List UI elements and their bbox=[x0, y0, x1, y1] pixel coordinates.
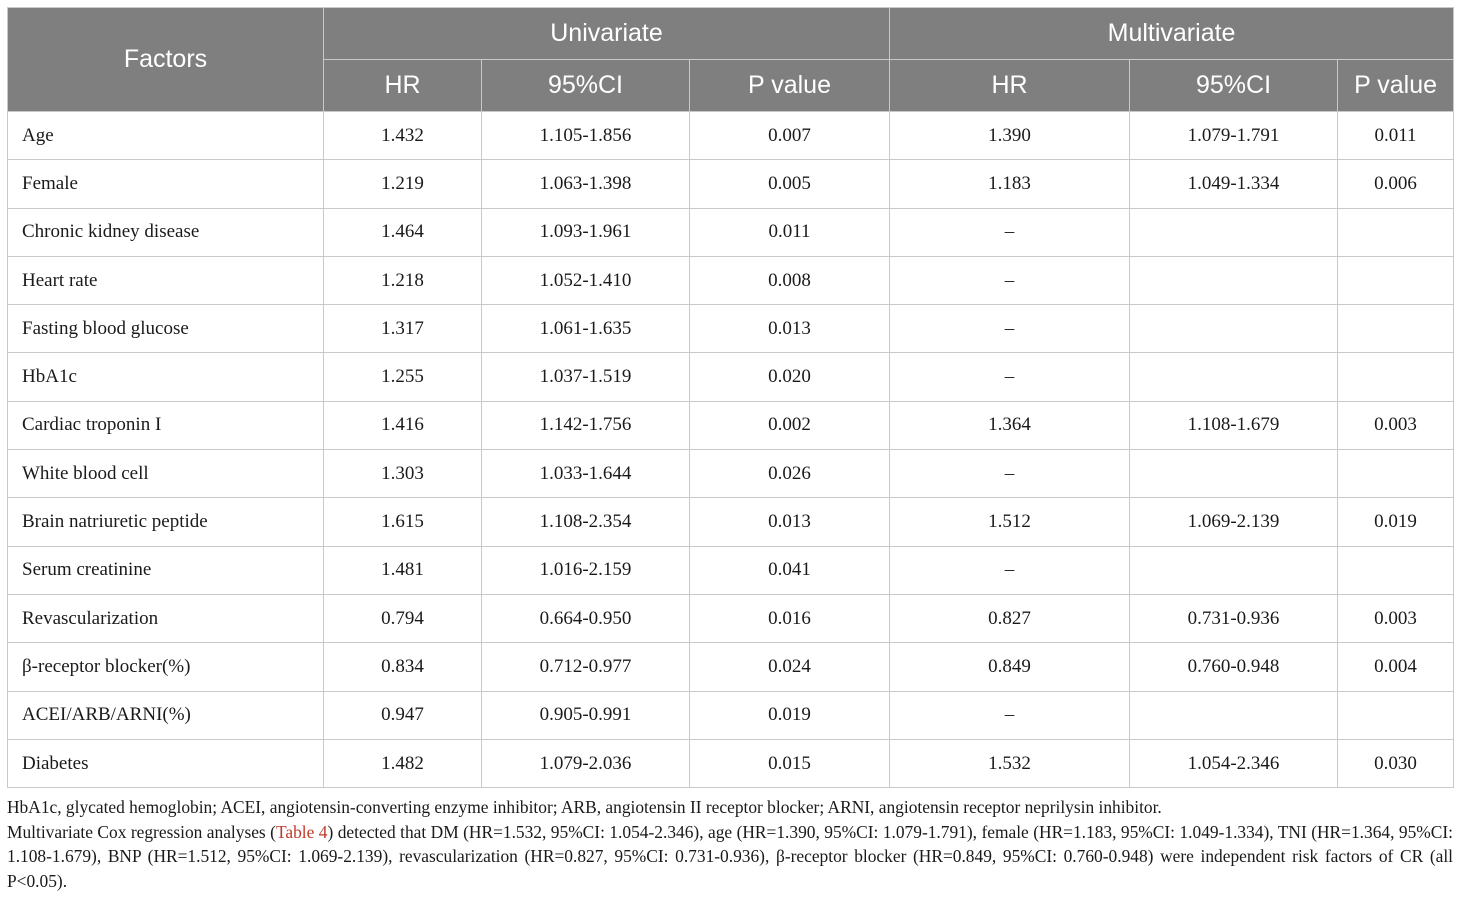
uni-hr-cell: 0.947 bbox=[324, 691, 482, 739]
multi-p-cell bbox=[1338, 353, 1454, 401]
uni-hr-cell: 1.481 bbox=[324, 546, 482, 594]
multi-ci-header: 95%CI bbox=[1130, 60, 1338, 112]
uni-hr-cell: 1.432 bbox=[324, 112, 482, 160]
table-row bbox=[8, 546, 1454, 594]
multi-ci-cell bbox=[1130, 546, 1338, 594]
uni-hr-header: HR bbox=[324, 60, 482, 112]
uni-hr-cell: 1.218 bbox=[324, 256, 482, 304]
multi-ci-cell: 0.731-0.936 bbox=[1130, 594, 1338, 642]
uni-p-cell: 0.024 bbox=[690, 643, 890, 691]
uni-hr-cell: 0.834 bbox=[324, 643, 482, 691]
multi-ci-cell bbox=[1130, 450, 1338, 498]
uni-p-cell: 0.019 bbox=[690, 691, 890, 739]
uni-p-cell: 0.020 bbox=[690, 353, 890, 401]
uni-ci-cell: 1.142-1.756 bbox=[482, 401, 690, 449]
multi-hr-cell: – bbox=[890, 546, 1130, 594]
paragraph-text-start: Multivariate Cox regression analyses ( bbox=[7, 821, 276, 842]
multi-p-cell bbox=[1338, 208, 1454, 256]
table-row bbox=[8, 208, 1454, 256]
univariate-header: Univariate bbox=[324, 8, 890, 60]
factor-cell: Chronic kidney disease bbox=[8, 208, 324, 256]
factor-cell: Heart rate bbox=[8, 256, 324, 304]
uni-p-cell: 0.011 bbox=[690, 208, 890, 256]
table-row bbox=[8, 643, 1454, 691]
multi-hr-cell: 1.532 bbox=[890, 739, 1130, 787]
multivariate-header: Multivariate bbox=[890, 8, 1454, 60]
uni-ci-cell: 1.093-1.961 bbox=[482, 208, 690, 256]
factor-cell: Diabetes bbox=[8, 739, 324, 787]
uni-hr-cell: 1.416 bbox=[324, 401, 482, 449]
table-notes bbox=[7, 795, 1453, 893]
factor-cell: Fasting blood glucose bbox=[8, 305, 324, 353]
uni-hr-cell: 1.303 bbox=[324, 450, 482, 498]
uni-ci-cell: 0.905-0.991 bbox=[482, 691, 690, 739]
uni-p-cell: 0.015 bbox=[690, 739, 890, 787]
multi-ci-cell: 1.054-2.346 bbox=[1130, 739, 1338, 787]
multi-p-cell: 0.003 bbox=[1338, 401, 1454, 449]
factor-cell: Serum creatinine bbox=[8, 546, 324, 594]
multi-ci-cell bbox=[1130, 305, 1338, 353]
multi-ci-cell bbox=[1130, 691, 1338, 739]
table-row bbox=[8, 691, 1454, 739]
multi-ci-cell: 1.069-2.139 bbox=[1130, 498, 1338, 546]
multi-ci-cell bbox=[1130, 353, 1338, 401]
uni-p-header: P value bbox=[690, 60, 890, 112]
multi-hr-cell: – bbox=[890, 353, 1130, 401]
uni-p-cell: 0.013 bbox=[690, 498, 890, 546]
factor-cell: Revascularization bbox=[8, 594, 324, 642]
multi-hr-cell: 0.849 bbox=[890, 643, 1130, 691]
factor-cell: White blood cell bbox=[8, 450, 324, 498]
uni-ci-cell: 1.037-1.519 bbox=[482, 353, 690, 401]
group-header-row bbox=[8, 8, 1454, 60]
uni-hr-cell: 0.794 bbox=[324, 594, 482, 642]
table-row bbox=[8, 401, 1454, 449]
multi-p-cell: 0.011 bbox=[1338, 112, 1454, 160]
uni-p-cell: 0.007 bbox=[690, 112, 890, 160]
uni-ci-cell: 1.108-2.354 bbox=[482, 498, 690, 546]
uni-p-cell: 0.002 bbox=[690, 401, 890, 449]
uni-ci-cell: 1.033-1.644 bbox=[482, 450, 690, 498]
uni-ci-cell: 1.105-1.856 bbox=[482, 112, 690, 160]
table-row bbox=[8, 160, 1454, 208]
factor-cell: β-receptor blocker(%) bbox=[8, 643, 324, 691]
table-4-link[interactable]: Table 4 bbox=[275, 821, 328, 842]
multi-hr-cell: – bbox=[890, 691, 1130, 739]
uni-ci-cell: 1.061-1.635 bbox=[482, 305, 690, 353]
multi-p-cell: 0.006 bbox=[1338, 160, 1454, 208]
multi-hr-cell: – bbox=[890, 305, 1130, 353]
uni-p-cell: 0.013 bbox=[690, 305, 890, 353]
cox-regression-table bbox=[7, 7, 1454, 788]
uni-ci-cell: 1.052-1.410 bbox=[482, 256, 690, 304]
multi-hr-cell: 1.183 bbox=[890, 160, 1130, 208]
uni-ci-cell: 1.016-2.159 bbox=[482, 546, 690, 594]
multi-p-cell: 0.030 bbox=[1338, 739, 1454, 787]
multi-ci-cell bbox=[1130, 208, 1338, 256]
uni-hr-cell: 1.219 bbox=[324, 160, 482, 208]
factors-header: Factors bbox=[8, 8, 324, 112]
multi-p-cell bbox=[1338, 305, 1454, 353]
multi-p-cell: 0.004 bbox=[1338, 643, 1454, 691]
multi-hr-cell: 1.364 bbox=[890, 401, 1130, 449]
table-row bbox=[8, 498, 1454, 546]
table-row bbox=[8, 256, 1454, 304]
table-row bbox=[8, 594, 1454, 642]
table-container bbox=[7, 7, 1453, 788]
multi-hr-cell: 0.827 bbox=[890, 594, 1130, 642]
uni-hr-cell: 1.482 bbox=[324, 739, 482, 787]
paragraph-text-end: ) detected that DM (HR=1.532, 95%CI: 1.054-2.346), age (HR=1.390, 95%CI: 1.079-1.791), female (HR=1.183, 95%CI: 1.049-1.334), TNI (HR=1.364, 95%CI: 1.108-1.679), BNP (HR=1.512, 95%CI: 1.069-2.139), revascularization (HR=0.827, 95%CI: 0.731-0.936), β-receptor blocker (HR=0.849, 95%CI: 0.760-0.948) were independent risk factors of CR (all P<0.05). bbox=[7, 821, 1453, 891]
uni-p-cell: 0.008 bbox=[690, 256, 890, 304]
multi-hr-cell: – bbox=[890, 208, 1130, 256]
results-paragraph bbox=[7, 820, 1453, 894]
uni-ci-cell: 0.712-0.977 bbox=[482, 643, 690, 691]
multi-p-cell bbox=[1338, 450, 1454, 498]
multi-hr-cell: 1.390 bbox=[890, 112, 1130, 160]
uni-hr-cell: 1.255 bbox=[324, 353, 482, 401]
table-row bbox=[8, 450, 1454, 498]
table-body bbox=[8, 112, 1454, 788]
multi-p-cell bbox=[1338, 691, 1454, 739]
multi-ci-cell bbox=[1130, 256, 1338, 304]
factor-cell: Female bbox=[8, 160, 324, 208]
factor-cell: ACEI/ARB/ARNI(%) bbox=[8, 691, 324, 739]
multi-p-cell: 0.019 bbox=[1338, 498, 1454, 546]
uni-hr-cell: 1.464 bbox=[324, 208, 482, 256]
multi-p-cell: 0.003 bbox=[1338, 594, 1454, 642]
uni-p-cell: 0.041 bbox=[690, 546, 890, 594]
factor-cell: Cardiac troponin I bbox=[8, 401, 324, 449]
uni-p-cell: 0.005 bbox=[690, 160, 890, 208]
multi-hr-cell: – bbox=[890, 256, 1130, 304]
uni-ci-cell: 1.079-2.036 bbox=[482, 739, 690, 787]
abbreviation-footnote: HbA1c, glycated hemoglobin; ACEI, angiotensin-converting enzyme inhibitor; ARB, angiotensin II receptor blocker; ARNI, angiotensin receptor neprilysin inhibitor. bbox=[7, 797, 1162, 817]
table-row bbox=[8, 112, 1454, 160]
multi-ci-cell: 1.108-1.679 bbox=[1130, 401, 1338, 449]
uni-hr-cell: 1.615 bbox=[324, 498, 482, 546]
uni-ci-cell: 0.664-0.950 bbox=[482, 594, 690, 642]
multi-hr-cell: – bbox=[890, 450, 1130, 498]
table-row bbox=[8, 739, 1454, 787]
table-row bbox=[8, 353, 1454, 401]
multi-ci-cell: 1.079-1.791 bbox=[1130, 112, 1338, 160]
multi-hr-cell: 1.512 bbox=[890, 498, 1130, 546]
multi-ci-cell: 1.049-1.334 bbox=[1130, 160, 1338, 208]
uni-ci-header: 95%CI bbox=[482, 60, 690, 112]
uni-hr-cell: 1.317 bbox=[324, 305, 482, 353]
multi-p-cell bbox=[1338, 256, 1454, 304]
uni-p-cell: 0.016 bbox=[690, 594, 890, 642]
factor-cell: HbA1c bbox=[8, 353, 324, 401]
table-header bbox=[8, 8, 1454, 112]
table-row bbox=[8, 305, 1454, 353]
factor-cell: Brain natriuretic peptide bbox=[8, 498, 324, 546]
multi-p-cell bbox=[1338, 546, 1454, 594]
multi-hr-header: HR bbox=[890, 60, 1130, 112]
factor-cell: Age bbox=[8, 112, 324, 160]
uni-ci-cell: 1.063-1.398 bbox=[482, 160, 690, 208]
multi-p-header: P value bbox=[1338, 60, 1454, 112]
multi-ci-cell: 0.760-0.948 bbox=[1130, 643, 1338, 691]
uni-p-cell: 0.026 bbox=[690, 450, 890, 498]
